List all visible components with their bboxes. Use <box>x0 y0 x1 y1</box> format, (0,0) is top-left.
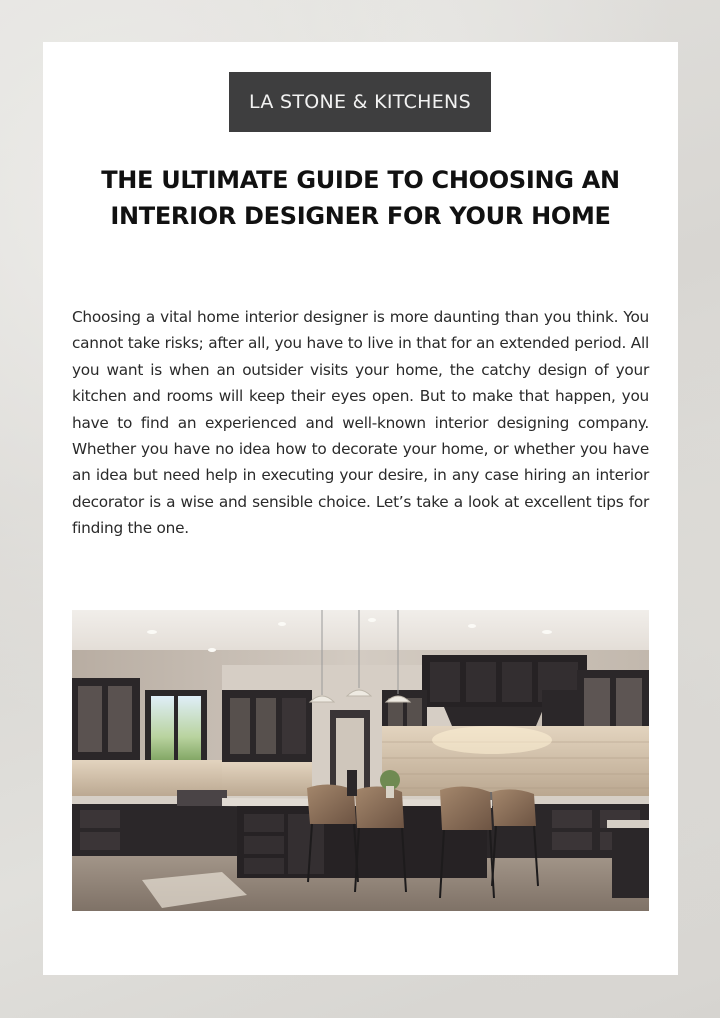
document-page <box>43 42 678 975</box>
kitchen-photo <box>72 610 649 911</box>
kitchen-illustration <box>72 610 649 911</box>
brand-logo-text: LA STONE & KITCHENS <box>249 91 471 113</box>
article-body: Choosing a vital home interior designer is more daunting than you think. You cannot take risks; after all, you have to live in that for an extended period. All you want is when an outsider visits your home, the catchy design of your kitchen and rooms will keep their eyes open. But to make that happen, you have to find an experienced and well-known interior designing company. Whether you have no idea how to decorate your home, or whether you have an idea but need help in executing your desire, in any case hiring an interior decorator is a wise and sensible choice. Let’s take a look at excellent tips for finding the one. <box>72 308 649 538</box>
article-title: THE ULTIMATE GUIDE TO CHOOSING AN INTERIOR DESIGNER FOR YOUR HOME <box>101 166 620 230</box>
brand-logo <box>229 72 491 132</box>
